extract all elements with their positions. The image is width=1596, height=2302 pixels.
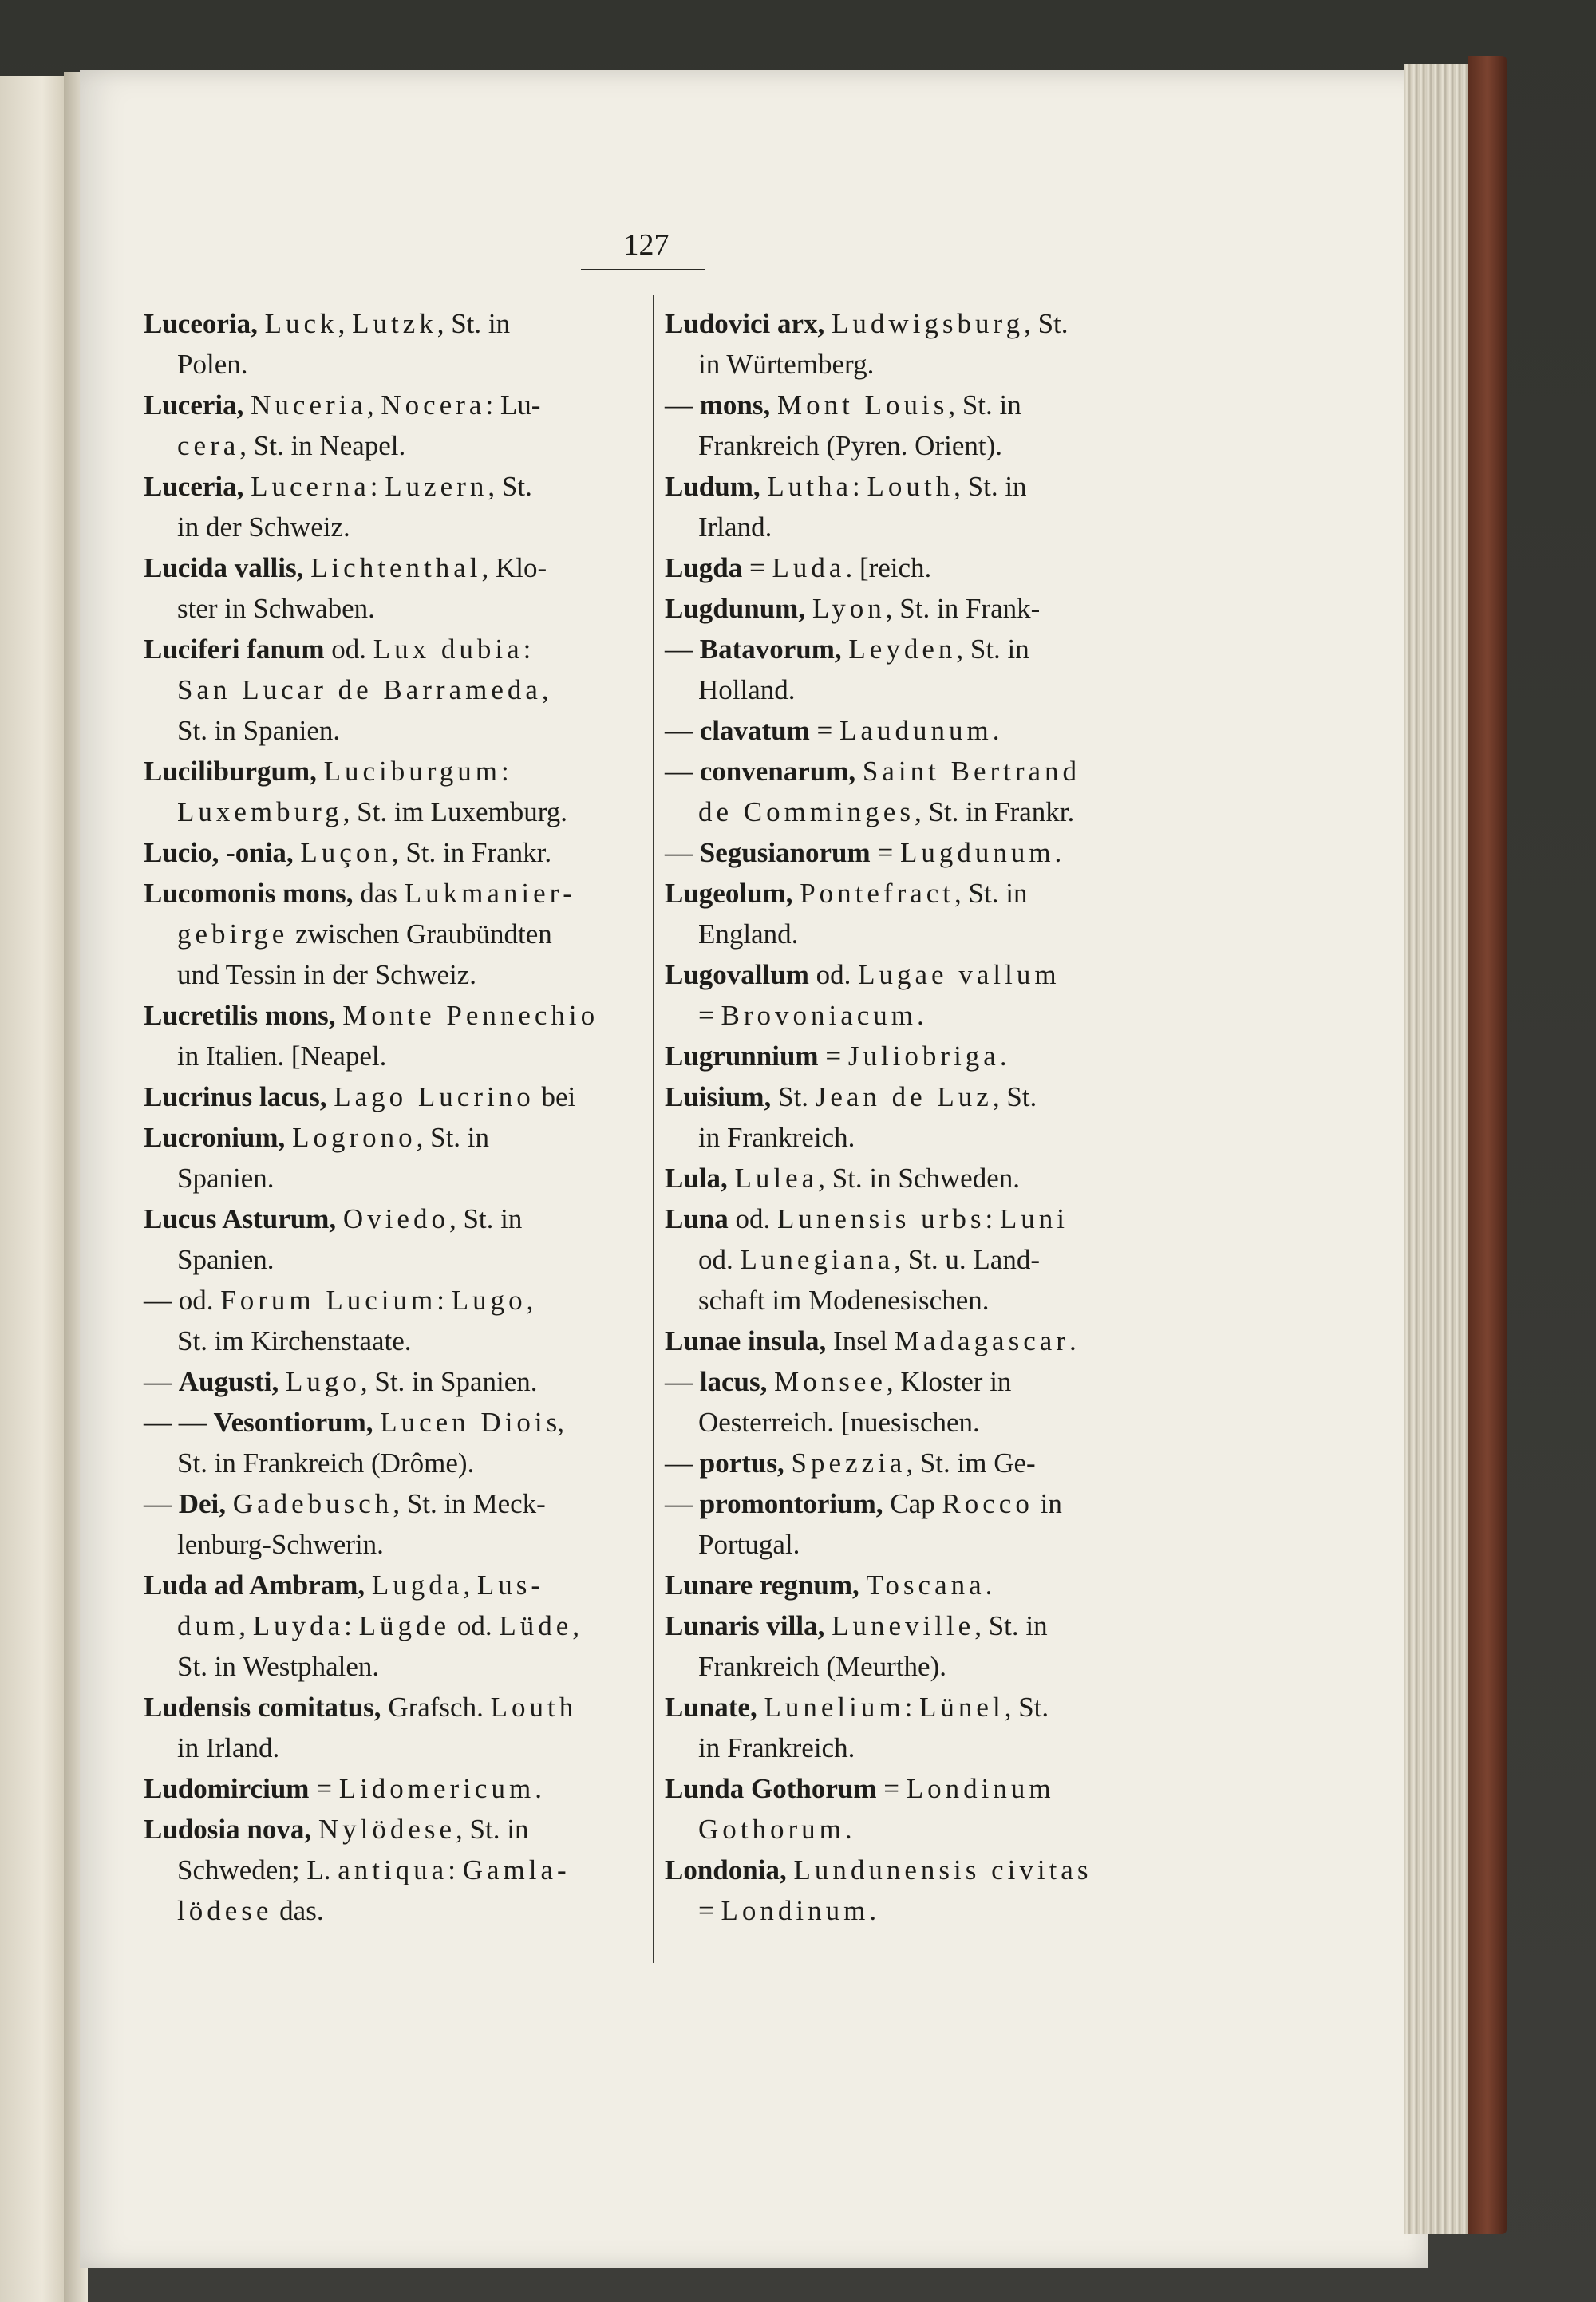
right-line: Frankreich (Pyren. Orient). (698, 430, 1002, 461)
right-line: schaft im Modenesischen. (698, 1285, 990, 1316)
left-line: in Italien. [Neapel. (177, 1040, 387, 1072)
left-line: Lucomonis mons, das Lukmanier- (144, 878, 572, 909)
left-line: Lucrinus lacus, Lago Lucrino bei (144, 1081, 576, 1112)
right-line: = Londinum. (698, 1895, 877, 1926)
right-line: Lugovallum od. Lugae vallum (665, 959, 1061, 990)
left-line: gebirge zwischen Graubündten (177, 918, 552, 950)
right-line: England. (698, 918, 799, 950)
right-line: Irland. (698, 511, 772, 543)
column-divider (653, 295, 654, 1963)
right-line: Ludovici arx, Ludwigsburg, St. (665, 308, 1069, 339)
left-line: Ludensis comitatus, Grafsch. Louth (144, 1692, 578, 1723)
right-line: Lugrunnium = Juliobriga. (665, 1040, 1007, 1072)
right-line: Lunae insula, Insel Madagascar. (665, 1325, 1077, 1356)
right-line: — mons, Mont Louis, St. in (665, 389, 1021, 421)
right-line: od. Lunegiana, St. u. Land- (698, 1244, 1040, 1275)
left-line: St. in Westphalen. (177, 1651, 380, 1682)
right-line: Lunda Gothorum = Londinum (665, 1773, 1055, 1804)
right-line: de Comminges, St. in Frankr. (698, 796, 1075, 827)
left-line: San Lucar de Barrameda, (177, 674, 549, 705)
left-line: Luceria, Nuceria, Nocera: Lu- (144, 389, 541, 421)
left-line: Lucida vallis, Lichtenthal, Klo- (144, 552, 547, 583)
right-line: Portugal. (698, 1529, 800, 1560)
right-line: — promontorium, Cap Rocco in (665, 1488, 1062, 1519)
left-line: Schweden; L. antiqua: Gamla- (177, 1854, 567, 1885)
right-line: Frankreich (Meurthe). (698, 1651, 946, 1682)
left-line: Luciliburgum, Luciburgum: (144, 756, 509, 787)
left-line: dum, Luyda: Lügde od. Lüde, (177, 1610, 579, 1641)
left-line: Ludosia nova, Nylödese, St. in (144, 1814, 529, 1845)
left-line: — Augusti, Lugo, St. in Spanien. (144, 1366, 538, 1397)
right-line: = Brovoniacum. (698, 1000, 924, 1031)
left-line: — od. Forum Lucium: Lugo, (144, 1285, 534, 1316)
left-line: in der Schweiz. (177, 511, 350, 543)
left-page-edge (0, 76, 73, 2302)
left-line: Spanien. (177, 1163, 275, 1194)
left-line: lenburg-Schwerin. (177, 1529, 384, 1560)
right-line: — lacus, Monsee, Kloster in (665, 1366, 1012, 1397)
left-line: St. im Kirchenstaate. (177, 1325, 412, 1356)
right-line: — Batavorum, Leyden, St. in (665, 634, 1029, 665)
right-line: Lugdunum, Lyon, St. in Frank- (665, 593, 1041, 624)
right-line: Lunate, Lunelium: Lünel, St. (665, 1692, 1049, 1723)
right-line: in Frankreich. (698, 1122, 855, 1153)
right-column (665, 303, 1163, 1931)
right-line: Londonia, Lundunensis civitas (665, 1854, 1092, 1885)
right-line: Ludum, Lutha: Louth, St. in (665, 471, 1027, 502)
header-rule (581, 269, 705, 270)
left-line: Polen. (177, 349, 248, 380)
right-line: Lula, Lulea, St. in Schweden. (665, 1163, 1020, 1194)
right-line: in Frankreich. (698, 1732, 855, 1763)
right-line: Oesterreich. [nuesischen. (698, 1407, 980, 1438)
left-line: lödese das. (177, 1895, 324, 1926)
left-line: St. in Spanien. (177, 715, 341, 746)
right-line: — Segusianorum = Lugdunum. (665, 837, 1062, 868)
left-line: Luceoria, Luck, Lutzk, St. in (144, 308, 511, 339)
left-column (144, 303, 638, 1931)
left-line: Luceria, Lucerna: Luzern, St. (144, 471, 532, 502)
right-line: Lugda = Luda. [reich. (665, 552, 932, 583)
right-line: Holland. (698, 674, 796, 705)
right-line: Luisium, St. Jean de Luz, St. (665, 1081, 1037, 1112)
page-number: 127 (623, 228, 670, 262)
right-line: — clavatum = Laudunum. (665, 715, 1000, 746)
right-line: — convenarum, Saint Bertrand (665, 756, 1081, 787)
right-line: Lunaris villa, Luneville, St. in (665, 1610, 1048, 1641)
left-line: Spanien. (177, 1244, 275, 1275)
left-line: ster in Schwaben. (177, 593, 375, 624)
left-line: Lucronium, Logrono, St. in (144, 1122, 490, 1153)
right-line: Gothorum. (698, 1814, 852, 1845)
left-line: Ludomircium = Lidomericum. (144, 1773, 542, 1804)
left-line: Luciferi fanum od. Lux dubia: (144, 634, 531, 665)
right-line: Lugeolum, Pontefract, St. in (665, 878, 1028, 909)
left-line: — — Vesontiorum, Lucen Diois, (144, 1407, 565, 1438)
left-line: cera, St. in Neapel. (177, 430, 406, 461)
left-line: Luda ad Ambram, Lugda, Lus- (144, 1570, 540, 1601)
left-line: und Tessin in der Schweiz. (177, 959, 477, 990)
left-line: St. in Frankreich (Drôme). (177, 1447, 475, 1479)
left-line: Luxemburg, St. im Luxemburg. (177, 796, 567, 827)
left-line: in Irland. (177, 1732, 280, 1763)
left-line: Lucus Asturum, Oviedo, St. in (144, 1203, 523, 1234)
left-line: Lucretilis mons, Monte Pennechio (144, 1000, 599, 1031)
right-line: — portus, Spezzia, St. im Ge- (665, 1447, 1036, 1479)
right-line: Lunare regnum, Toscana. (665, 1570, 993, 1601)
right-line: in Würtemberg. (698, 349, 875, 380)
left-line: — Dei, Gadebusch, St. in Meck- (144, 1488, 546, 1519)
left-line: Lucio, -onia, Luçon, St. in Frankr. (144, 837, 552, 868)
right-line: Luna od. Lunensis urbs: Luni (665, 1203, 1069, 1234)
book-cover-edge (1468, 56, 1507, 2234)
